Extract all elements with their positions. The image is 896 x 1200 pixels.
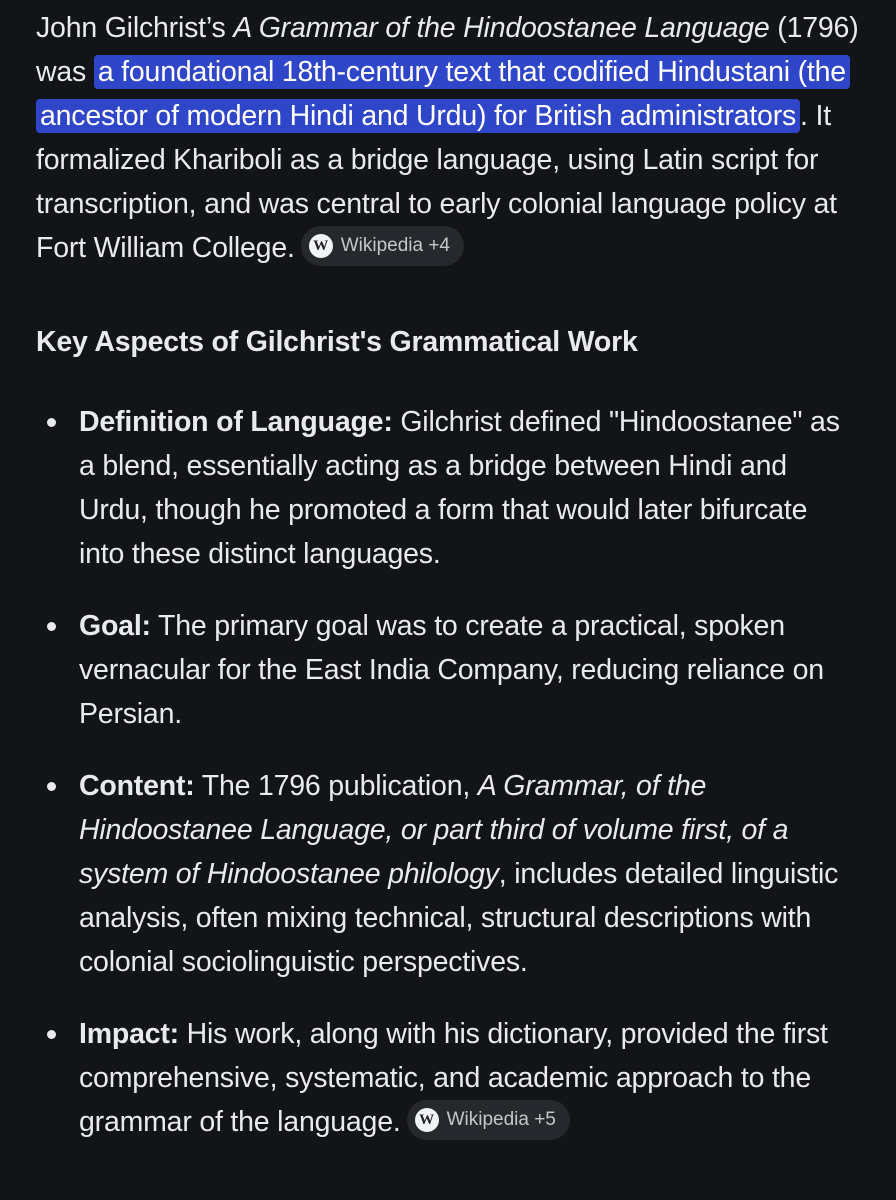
intro-text-start: John Gilchrist’s [36,12,234,44]
aspect-text-after: , includes detailed linguistic analysis, often mixing technical, structural descriptions with colonial sociolinguistic perspectives. [79,858,839,978]
intro-text-rest: . It formalized Khariboli as a bridge language, using Latin script for transcription, and was central to early colonial language policy at Fort William College. [36,100,837,264]
list-item-impact [36,1012,860,1144]
list-item-content [36,764,860,984]
aspect-term: Definition of Language: [79,406,393,438]
source-chip-wikipedia[interactable] [301,226,464,266]
list-item-goal [36,604,860,736]
bullet-icon [47,1030,56,1039]
aspect-text: His work, along with his dictionary, provided the first comprehensive, systematic, and academic approach to the grammar of the language. [79,1018,828,1138]
list-item-definition [36,400,860,576]
bullet-icon [47,622,56,631]
source-chip-label: Wikipedia +4 [340,235,450,257]
aspect-term: Impact: [79,1018,179,1050]
aspect-term: Goal: [79,610,151,642]
book-title: A Grammar of the Hindoostanee Language [233,12,770,44]
aspects-list [36,400,860,1144]
source-chip-wikipedia[interactable] [407,1100,570,1140]
bullet-icon [47,782,56,791]
wikipedia-icon: W [309,234,333,258]
aspect-term: Content: [79,770,195,802]
intro-text-year: (1796) was [36,12,859,88]
highlighted-text-selection[interactable]: a foundational 18th-century text that codified Hindustani (the ancestor of modern Hindi and Urdu) for British administrators [36,55,850,133]
aspect-text: The primary goal was to create a practical, spoken vernacular for the East India Company, reducing reliance on Persian. [79,610,824,730]
wikipedia-icon: W [415,1108,439,1132]
section-heading: Key Aspects of Gilchrist's Grammatical Work [36,326,638,358]
bullet-icon [47,418,56,427]
aspect-text-before: The 1796 publication, [194,770,478,802]
source-chip-label: Wikipedia +5 [446,1109,556,1131]
intro-paragraph [36,6,860,270]
publication-title: A Grammar, of the Hindoostanee Language, or part third of volume first, of a system of Hindoostanee philology [79,770,789,890]
aspect-text: Gilchrist defined "Hindoostanee" as a blend, essentially acting as a bridge between Hindi and Urdu, though he promoted a form that would later bifurcate into these distinct languages. [79,406,840,570]
